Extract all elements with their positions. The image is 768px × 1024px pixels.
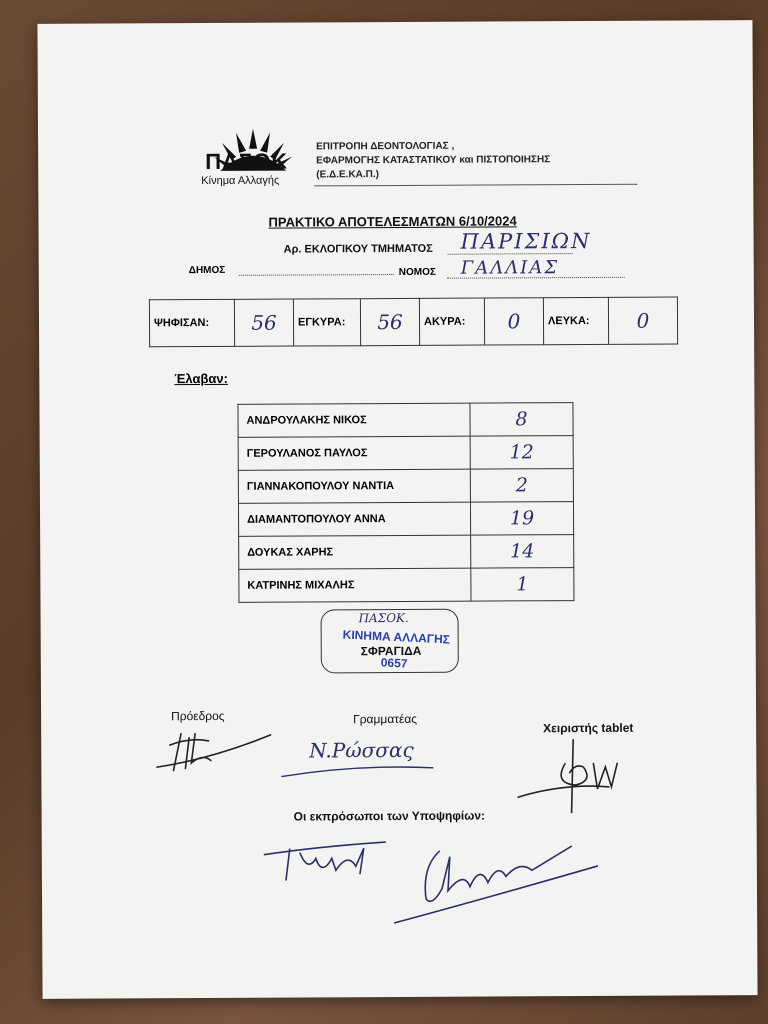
table-row <box>239 568 574 603</box>
candidate-name: ΓΙΑΝΝΑΚΟΠΟΥΛΟΥ ΝΑΝΤΙΑ <box>238 469 470 503</box>
candidate-name: ΚΑΤΡΙΝΗΣ ΜΙΧΑΛΗΣ <box>239 568 471 602</box>
secretary-label: Γραμματέας <box>353 711 418 727</box>
table-row <box>239 535 574 570</box>
prefecture-value: ΓΑΛΛΙΑΣ <box>460 257 560 279</box>
president-signature-icon <box>151 723 281 779</box>
stamp-handwritten-note: ΠΑΣΟΚ. <box>358 610 409 626</box>
valid-label: ΕΓΚΥΡΑ: <box>293 299 360 346</box>
candidate-votes: 12 <box>470 436 573 470</box>
voted-value: 56 <box>234 299 293 346</box>
municipality-dotted-line <box>239 274 394 276</box>
logo-wordmark: ΠΑΣΟΚ <box>205 148 289 175</box>
candidate-votes: 1 <box>471 568 574 602</box>
blank-label: ΛΕΥΚΑ: <box>543 297 608 344</box>
candidate-name: ΔΙΑΜΑΝΤΟΠΟΥΛΟΥ ΑΝΝΑ <box>238 502 470 536</box>
stamp-line-seal: ΣΦΡΑΓΙΔΑ <box>360 643 422 659</box>
document-page <box>37 20 757 999</box>
representative-signature-2-icon <box>392 826 603 927</box>
committee-name: ΕΠΙΤΡΟΠΗ ΔΕΟΝΤΟΛΟΓΙΑΣ , ΕΦΑΡΜΟΓΗΣ ΚΑΤΑΣΤΑΤΙΚΟΥ και ΠΙΣΤΟΠΟΙΗΣΗΣ (Ε.Δ.Ε.ΚΑ.Π.) <box>316 140 551 181</box>
logo-subtitle: Κίνημα Αλλαγής <box>201 174 280 188</box>
candidate-name: ΑΝΔΡΟΥΛΑΚΗΣ ΝΙΚΟΣ <box>238 403 470 437</box>
candidate-representatives-label: Οι εκπρόσωποι των Υποψηφίων: <box>293 808 486 824</box>
candidate-votes: 8 <box>470 403 573 437</box>
president-label: Πρόεδρος <box>171 708 225 724</box>
table-row <box>238 403 573 438</box>
invalid-value: 0 <box>484 298 543 345</box>
invalid-label: ΑΚΥΡΑ: <box>419 298 484 345</box>
candidate-votes: 19 <box>470 502 573 536</box>
candidates-table <box>237 402 574 603</box>
received-heading: Έλαβαν: <box>174 370 228 387</box>
table-row <box>238 502 573 537</box>
secretary-signature-underline-icon <box>277 760 437 781</box>
document-title: ΠΡΑΚΤΙΚΟ ΑΠΟΤΕΛΕΣΜΑΤΩΝ 6/10/2024 <box>268 213 517 230</box>
candidate-votes: 14 <box>471 535 574 569</box>
voted-label: ΨΗΦΙΣΑΝ: <box>149 299 234 346</box>
tablet-operator-signature-icon <box>513 733 633 824</box>
table-row <box>238 436 573 471</box>
table-row <box>238 469 573 504</box>
representative-signature-1-icon <box>260 822 400 888</box>
stamp-line-number: 0657 <box>380 655 408 671</box>
candidate-name: ΔΟΥΚΑΣ ΧΑΡΗΣ <box>239 535 471 569</box>
section-value: ΠΑΡΙΣΙΩΝ <box>460 228 592 254</box>
secretary-signature: N.Ρώσσας <box>309 737 414 763</box>
header-divider <box>314 184 637 187</box>
tablet-operator-label: Χειριστής tablet <box>543 720 634 736</box>
prefecture-label: ΝΟΜΟΣ <box>398 266 436 278</box>
blank-value: 0 <box>608 297 677 344</box>
municipality-label: ΔΗΜΟΣ <box>188 264 226 277</box>
stamp-line-party: ΚΙΝΗΜΑ ΑΛΛΑΓΗΣ <box>342 627 451 647</box>
candidate-name: ΓΕΡΟΥΛΑΝΟΣ ΠΑΥΛΟΣ <box>238 436 470 470</box>
section-label: Αρ. ΕΚΛΟΓΙΚΟΥ ΤΜΗΜΑΤΟΣ <box>283 242 433 256</box>
table-row <box>149 297 677 347</box>
vote-counts-table <box>149 297 678 348</box>
valid-value: 56 <box>360 298 419 345</box>
candidate-votes: 2 <box>470 469 573 503</box>
